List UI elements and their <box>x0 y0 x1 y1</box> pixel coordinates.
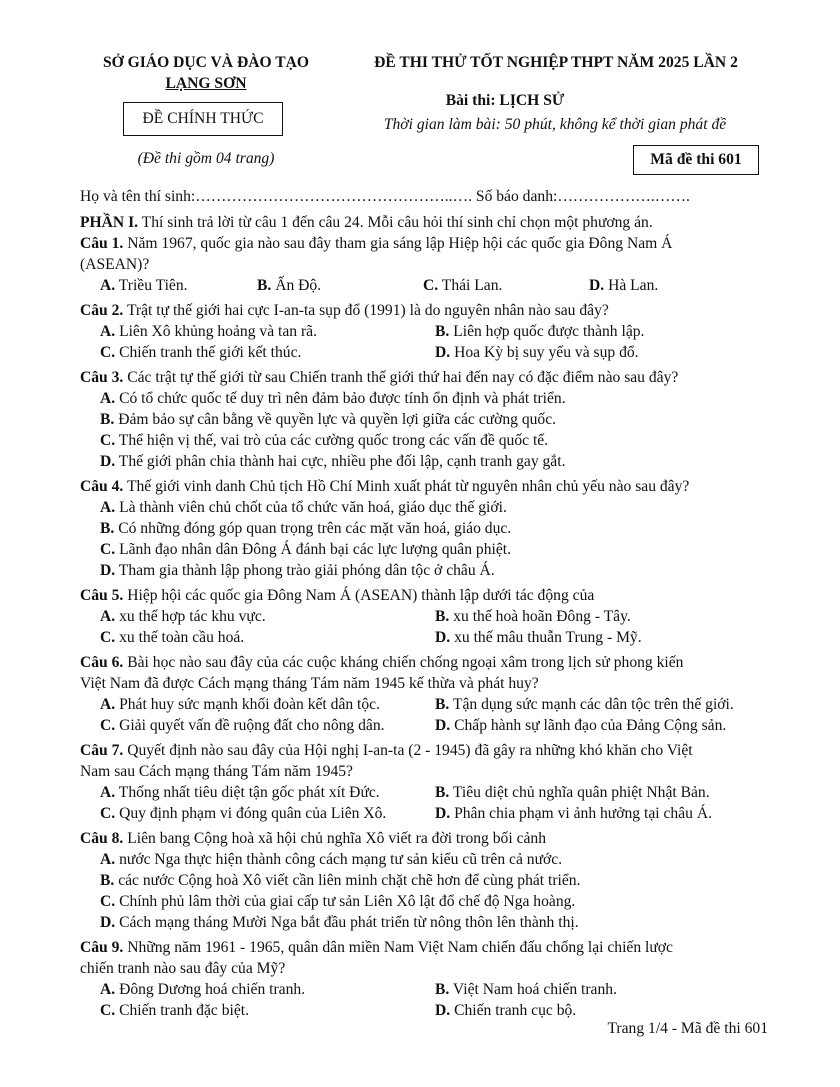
option-key: C. <box>100 432 116 449</box>
question-stem <box>80 585 772 606</box>
question-list <box>80 233 772 1025</box>
pages-note: (Đề thi gồm 04 trang) <box>137 150 275 167</box>
option-text: Phát huy sức mạnh khối đoàn kết dân tộc. <box>115 696 381 713</box>
question-stem <box>80 476 772 497</box>
option-text: Có những đóng góp quan trọng trên các mặt văn hoá, giáo dục. <box>114 520 512 537</box>
option-text: xu thế mâu thuẫn Trung - Mỹ. <box>450 629 642 646</box>
question-stem-continued: (ASEAN)? <box>80 256 150 273</box>
answer-row <box>80 430 772 451</box>
option-text: Liên Xô khủng hoảng và tan rã. <box>115 323 317 340</box>
option-key: A. <box>100 390 116 407</box>
question-7 <box>80 740 772 828</box>
exam-title-block <box>345 52 767 73</box>
option-text: Hà Lan. <box>604 277 659 294</box>
option-text: nước Nga thực hiện thành công cách mạng tư sản kiểu cũ trên cả nước. <box>115 851 563 868</box>
time-note: Thời gian làm bài: 50 phút, không kể thời gian phát đề <box>383 116 727 133</box>
answer-option <box>435 782 770 803</box>
question-text: Những năm 1961 - 1965, quân dân miền Nam Việt Nam chiến đấu chống lại chiến lược <box>123 939 673 956</box>
question-4 <box>80 476 772 585</box>
answer-row <box>80 275 772 296</box>
question-stem-continued: Việt Nam đã được Cách mạng tháng Tám năm 1945 kế thừa và phát huy? <box>80 675 539 692</box>
question-label: Câu 1. <box>80 235 124 252</box>
answer-option <box>435 627 770 648</box>
question-stem <box>80 652 772 673</box>
option-text: xu thế hợp tác khu vực. <box>115 608 266 625</box>
option-key: C. <box>100 893 116 910</box>
question-label: Câu 2. <box>80 302 124 319</box>
answer-option <box>100 914 579 931</box>
answer-option <box>80 627 435 648</box>
option-key: D. <box>589 277 605 294</box>
option-text: Có tổ chức quốc tế duy trì nên đảm bảo được tính ổn định và phát triển. <box>115 390 566 407</box>
question-2 <box>80 300 772 367</box>
answer-option <box>435 715 770 736</box>
option-text: Chiến tranh đặc biệt. <box>115 1002 249 1019</box>
question-stem <box>80 233 772 254</box>
option-text: Giải quyết vấn đề ruộng đất cho nông dân. <box>115 717 385 734</box>
answer-option <box>257 275 423 296</box>
part-heading <box>80 212 772 233</box>
question-label: Câu 4. <box>80 478 124 495</box>
answer-row <box>80 803 772 824</box>
answer-row <box>80 912 772 933</box>
question-3 <box>80 367 772 476</box>
answer-row <box>80 497 772 518</box>
answer-option <box>80 979 435 1000</box>
answer-row <box>80 694 772 715</box>
option-key: B. <box>100 411 115 428</box>
option-key: D. <box>435 1002 451 1019</box>
option-key: C. <box>100 541 116 558</box>
answer-row <box>80 715 772 736</box>
option-text: Phân chia phạm vi ảnh hưởng tại châu Á. <box>450 805 712 822</box>
question-text: Bài học nào sau đây của các cuộc kháng chiến chống ngoại xâm trong lịch sử phong kiến <box>123 654 684 671</box>
answer-row <box>80 870 772 891</box>
answer-row <box>80 321 772 342</box>
option-text: Chiến tranh cục bộ. <box>450 1002 577 1019</box>
answer-option <box>100 541 511 558</box>
answer-option <box>80 1000 435 1021</box>
exam-code-box: Mã đề thi 601 <box>633 145 759 175</box>
option-key: B. <box>257 277 272 294</box>
option-key: C. <box>100 344 116 361</box>
option-text: Là thành viên chủ chốt của tổ chức văn hoá, giáo dục thế giới. <box>115 499 507 516</box>
answer-option <box>100 872 581 889</box>
answer-option <box>100 453 565 470</box>
question-label: Câu 9. <box>80 939 124 956</box>
option-key: C. <box>100 805 116 822</box>
option-key: B. <box>100 520 115 537</box>
question-6 <box>80 652 772 740</box>
answer-option <box>100 520 511 537</box>
option-text: Lãnh đạo nhân dân Đông Á đánh bại các lực lượng quân phiệt. <box>115 541 511 558</box>
option-text: Đảm bảo sự cân bằng về quyền lực và quyền lợi giữa các cường quốc. <box>114 411 557 428</box>
exam-body <box>80 212 772 1025</box>
option-text: Thế giới phân chia thành hai cực, nhiều phe đối lập, cạnh tranh gay gắt. <box>115 453 566 470</box>
option-text: Tham gia thành lập phong trào giải phóng dân tộc ở châu Á. <box>115 562 495 579</box>
option-text: Quy định phạm vi đóng quân của Liên Xô. <box>115 805 387 822</box>
question-9 <box>80 937 772 1025</box>
answer-option <box>100 432 548 449</box>
option-key: A. <box>100 499 116 516</box>
question-text: Năm 1967, quốc gia nào sau đây tham gia sáng lập Hiệp hội các quốc gia Đông Nam Á <box>123 235 673 252</box>
question-text: Trật tự thế giới hai cực I-an-ta sụp đổ (1991) là do nguyên nhân nào sau đây? <box>123 302 609 319</box>
option-key: C. <box>100 717 116 734</box>
option-text: Chính phủ lâm thời của giai cấp tư sản Liên Xô lật đổ chế độ Nga hoàng. <box>115 893 576 910</box>
subject-text: Bài thi: LỊCH SỬ <box>445 92 565 109</box>
option-text: Việt Nam hoá chiến tranh. <box>449 981 617 998</box>
answer-option <box>100 411 556 428</box>
option-key: C. <box>423 277 439 294</box>
subject-label <box>345 90 665 111</box>
option-key: A. <box>100 784 116 801</box>
question-5 <box>80 585 772 652</box>
option-key: D. <box>100 562 116 579</box>
option-key: C. <box>100 629 116 646</box>
option-text: Tiêu diệt chủ nghĩa quân phiệt Nhật Bản. <box>449 784 710 801</box>
question-8 <box>80 828 772 937</box>
answer-option <box>80 694 435 715</box>
answer-option <box>100 893 575 910</box>
option-key: B. <box>100 872 115 889</box>
answer-option <box>80 606 435 627</box>
question-stem-continued: chiến tranh nào sau đây của Mỹ? <box>80 960 286 977</box>
question-1 <box>80 233 772 300</box>
question-text: Quyết định nào sau đây của Hội nghị I-an-ta (2 - 1945) đã gây ra những khó khăn cho Việt <box>123 742 693 759</box>
answer-option <box>80 803 435 824</box>
option-key: D. <box>435 805 451 822</box>
org-line-2: LẠNG SƠN <box>165 75 247 92</box>
answer-option <box>80 275 257 296</box>
page-footer: Trang 1/4 - Mã đề thi 601 <box>607 1020 768 1037</box>
question-text: Các trật tự thế giới từ sau Chiến tranh thế giới thứ hai đến nay có đặc điểm nào sau đây? <box>123 369 679 386</box>
answer-row <box>80 388 772 409</box>
answer-option <box>435 694 770 715</box>
question-label: Câu 7. <box>80 742 124 759</box>
option-key: A. <box>100 851 116 868</box>
answer-option <box>100 390 566 407</box>
option-text: Triều Tiên. <box>115 277 188 294</box>
part-instruction: Thí sinh trả lời từ câu 1 đến câu 24. Mỗi câu hỏi thí sinh chỉ chọn một phương án. <box>138 214 653 231</box>
answer-option <box>100 499 507 516</box>
option-text: Đông Dương hoá chiến tranh. <box>115 981 306 998</box>
answer-row <box>80 627 772 648</box>
answer-option <box>589 275 755 296</box>
option-text: Tận dụng sức mạnh các dân tộc trên thế giới. <box>449 696 734 713</box>
question-text: Hiệp hội các quốc gia Đông Nam Á (ASEAN) thành lập dưới tác động của <box>123 587 595 604</box>
part-label: PHẦN I. <box>80 214 139 231</box>
answer-row <box>80 606 772 627</box>
option-text: Liên hợp quốc được thành lập. <box>449 323 645 340</box>
question-text: Thế giới vinh danh Chủ tịch Hồ Chí Minh xuất phát từ nguyên nhân chủ yếu nào sau đây? <box>123 478 690 495</box>
option-key: B. <box>435 784 450 801</box>
option-text: Thái Lan. <box>438 277 503 294</box>
answer-option <box>435 803 770 824</box>
question-stem <box>80 740 772 761</box>
answer-option <box>435 342 770 363</box>
question-label: Câu 6. <box>80 654 124 671</box>
option-key: B. <box>435 323 450 340</box>
option-text: Thể hiện vị thế, vai trò của các cường quốc trong các vấn đề quốc tế. <box>115 432 549 449</box>
option-key: B. <box>435 981 450 998</box>
answer-row <box>80 342 772 363</box>
header-organization <box>86 52 326 94</box>
option-key: D. <box>100 914 116 931</box>
answer-row <box>80 891 772 912</box>
answer-row <box>80 409 772 430</box>
answer-option <box>100 851 562 868</box>
official-stamp-box: ĐỀ CHÍNH THỨC <box>123 102 283 136</box>
answer-option <box>80 715 435 736</box>
question-stem <box>80 828 772 849</box>
student-info-line: Họ và tên thí sinh:…………………………………………..…. Số báo danh:……………….……. <box>80 188 690 205</box>
option-text: Hoa Kỳ bị suy yếu và sụp đổ. <box>450 344 639 361</box>
option-key: D. <box>100 453 116 470</box>
question-stem <box>80 300 772 321</box>
answer-row <box>80 451 772 472</box>
answer-option <box>435 321 770 342</box>
option-key: D. <box>435 629 451 646</box>
question-stem-continued: Nam sau Cách mạng tháng Tám năm 1945? <box>80 763 353 780</box>
option-text: Cách mạng tháng Mười Nga bắt đầu phát triển từ nông thôn lên thành thị. <box>115 914 579 931</box>
option-key: D. <box>435 344 451 361</box>
answer-row <box>80 782 772 803</box>
question-label: Câu 5. <box>80 587 124 604</box>
exam-title: ĐỀ THI THỬ TỐT NGHIỆP THPT NĂM 2025 LẦN 2 <box>374 54 738 71</box>
option-key: A. <box>100 323 116 340</box>
option-text: Thống nhất tiêu diệt tận gốc phát xít Đức. <box>115 784 380 801</box>
answer-option <box>80 342 435 363</box>
option-key: A. <box>100 608 116 625</box>
answer-row <box>80 849 772 870</box>
option-text: Ấn Độ. <box>271 277 322 294</box>
question-label: Câu 8. <box>80 830 124 847</box>
answer-option <box>100 562 495 579</box>
option-key: A. <box>100 277 116 294</box>
option-key: D. <box>435 717 451 734</box>
option-key: C. <box>100 1002 116 1019</box>
question-text: Liên bang Cộng hoà xã hội chủ nghĩa Xô viết ra đời trong bối cảnh <box>123 830 547 847</box>
option-key: A. <box>100 981 116 998</box>
answer-option <box>435 979 770 1000</box>
org-line-1: SỞ GIÁO DỤC VÀ ĐÀO TẠO <box>102 54 310 71</box>
answer-option <box>423 275 589 296</box>
answer-option <box>80 321 435 342</box>
option-text: các nước Cộng hoà Xô viết cần liên minh chặt chẽ hơn để cùng phát triển. <box>114 872 581 889</box>
option-key: A. <box>100 696 116 713</box>
answer-option <box>80 782 435 803</box>
question-stem <box>80 367 772 388</box>
option-text: Chiến tranh thế giới kết thúc. <box>115 344 302 361</box>
option-key: B. <box>435 608 450 625</box>
answer-row <box>80 539 772 560</box>
question-label: Câu 3. <box>80 369 124 386</box>
answer-row <box>80 979 772 1000</box>
answer-option <box>435 606 770 627</box>
answer-row <box>80 560 772 581</box>
question-stem <box>80 937 772 958</box>
answer-row <box>80 518 772 539</box>
option-text: xu thế hoà hoãn Đông - Tây. <box>449 608 631 625</box>
option-text: xu thế toàn cầu hoá. <box>115 629 245 646</box>
option-text: Chấp hành sự lãnh đạo của Đảng Cộng sản. <box>450 717 727 734</box>
option-key: B. <box>435 696 450 713</box>
